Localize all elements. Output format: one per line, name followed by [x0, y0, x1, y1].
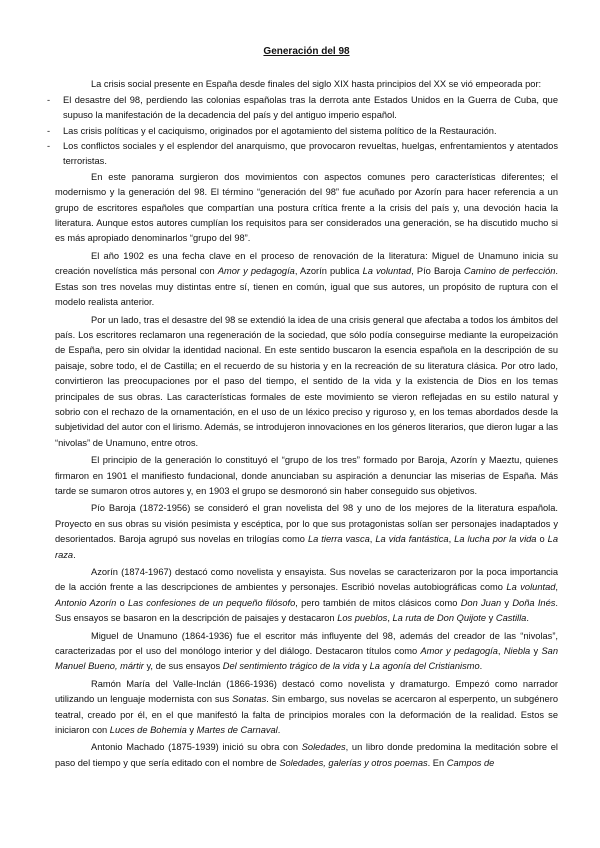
paragraph-text: y — [501, 597, 513, 608]
paragraph — [55, 565, 558, 627]
paragraph — [55, 453, 558, 499]
paragraph-text: . — [479, 661, 483, 672]
paragraph-text: , — [497, 646, 504, 657]
italic-title-text: Doña Inés — [512, 597, 556, 608]
paragraph-text: Miguel de Unamuno (1864-1936) fue el escritor más influyente del 98, además del creador de las “nivolas”, caracterizadas por el uso del monólogo interior y del diálogo. Destacaron títulos como — [55, 630, 558, 657]
italic-title-text: Soledades, galerías y otros poemas — [279, 757, 428, 768]
paragraph-text: El año 1902 es una fecha clave en el proceso de renovación de la literatura: Miguel de Unamuno inicia su creación novelística más personal con — [55, 250, 558, 277]
paragraph-text: . Sin embargo, sus novelas se acercaron al esperpento, un subgénero teatral, creado por él, en el que manifestó la falta de principios morales con la deformación de la realidad. Estos se iniciaron con — [55, 694, 558, 736]
italic-title-text: La tierra vasca — [307, 534, 370, 545]
italic-title-text: Camino de perfección — [463, 266, 556, 277]
intro-paragraph: La crisis social presente en España desde finales del siglo XIX hasta principios del XX se vió empeorada por: — [91, 79, 542, 90]
paragraph-text: Antonio Machado (1875-1939) inició su obra con — [91, 742, 302, 753]
paragraph — [55, 313, 558, 452]
paragraph-text: y — [530, 646, 542, 657]
paragraph-text: , un libro donde predomina la meditación sobre el paso del tiempo y que sería editado con el nombre de — [55, 742, 558, 768]
italic-title-text: La raza — [55, 534, 559, 560]
italic-title-text: La agonía del Cristianismo — [369, 661, 480, 672]
paragraph-text: . — [277, 725, 281, 736]
italic-title-text: Soledades — [301, 742, 346, 753]
list-item: - El desastre del 98, perdiendo las colonias españolas tras la derrota ante Estados Unidos en la Guerra de Cuba, que supuso la manifestación de la decadencia del país y del antiguo imperio español. — [55, 93, 558, 124]
crisis-causes-list — [55, 93, 558, 170]
paragraph-text: , — [448, 534, 455, 545]
italic-title-text: Del sentimiento trágico de la vida — [222, 661, 360, 672]
paragraph-text: . En — [427, 757, 447, 768]
paragraph-text: , — [555, 582, 559, 593]
paragraph — [55, 501, 558, 563]
italic-title-text: Niebla — [503, 646, 531, 657]
italic-title-text: Amor y pedagogía — [420, 646, 498, 657]
paragraph-text: y — [486, 613, 496, 624]
paragraph-text: Por un lado, tras el desastre del 98 se extendió la idea de una crisis general que afectaba a todos los ámbitos del país. Los escritores reclamaron una regeneración de la sociedad, que sólo podía conseguirse mediante la europeización de España, pero sin olvidar la identidad nacional. En este sentido buscaron la esencia española en la descripción de su paisaje, sobre todo, el de Castilla; en el recuerdo de su historia y en la recreación de su literatura clásica. Por otro lado, convirtieron las preocupaciones por el paso del tiempo, el sentido de la vida y la existencia de Dios en los temas principales de sus obras. Las características formales de este movimiento se vieron reflejadas en su estilo natural y sobrio con el rechazo de la ornamentación, en el uso de un léxico preciso y riguroso y, en los temas abordados desde la subjetividad del autor con el lirismo. Además, se introdujeron innovaciones en los géneros literarios, que dieron lugar a las “nivolas” de Unamuno, entre otros. — [55, 314, 558, 448]
italic-title-text: Sonatas — [232, 694, 267, 705]
italic-title-text: La ruta de Don Quijote — [392, 613, 487, 624]
paragraph — [55, 740, 558, 771]
paragraph-text: En este panorama surgieron dos movimientos con aspectos comunes pero características diferentes; el modernismo y la generación del 98. El término “generación del 98” fue acuñado por Azorín para hacer referencia a un grupo de escritores españoles que compartían una postura crítica frente a la crisis del país y, una devoción hacia la literatura. Aunque estos autores cumplían los requisitos para ser considerados una generación, se ha discutido mucho si es más apropiado denominarlos “grupo del 98”. — [55, 171, 558, 244]
italic-title-text: Martes de Carnaval — [196, 725, 278, 736]
paragraph-text: o — [116, 597, 129, 608]
paragraph-text: . Estas son tres novelas muy distintas entre sí, tienen en común, igual que sus autores, un propósito de ruptura con el modelo realista anterior. — [55, 266, 558, 308]
italic-title-text: La lucha por la vida — [454, 534, 537, 545]
paragraph-text: y — [186, 725, 197, 736]
italic-title-text: La vida fantástica — [375, 534, 449, 545]
paragraph-text: o — [536, 534, 548, 545]
paragraph-text: y, de sus ensayos — [143, 661, 223, 672]
italic-title-text: Antonio Azorín — [55, 597, 117, 608]
document-title: Generación del 98 — [263, 46, 350, 57]
italic-title-text: La voluntad — [362, 266, 412, 277]
paragraph-text: . Sus ensayos se basaron en la descripción de paisajes y destacaron — [55, 597, 558, 624]
italic-title-text: La voluntad — [506, 582, 556, 593]
italic-title-text: Luces de Bohemia — [109, 725, 187, 736]
italic-title-text: Castilla — [495, 613, 527, 624]
paragraph-text: Ramón María del Valle-Inclán (1866-1936) destacó como novelista y dramaturgo. Empezó como narrador utilizando un lenguaje modernista con sus — [55, 678, 558, 705]
italic-title-text: Amor y pedagogía — [217, 266, 295, 277]
paragraph-text: y — [359, 661, 370, 672]
list-item: - Las crisis políticas y el caciquismo, originados por el agotamiento del sistema político de la Restauración. — [55, 124, 558, 139]
paragraph — [55, 629, 558, 675]
paragraph-text: El principio de la generación lo constituyó el “grupo de los tres” formado por Baroja, Azorín y Maeztu, quienes firmaron en 1901 el manifiesto fundacional, donde anunciaban su aspiración a denunciar las miserias de España. Más tarde se sumaron otros autores y, en 1903 el grupo se desmoronó sin haber conseguido sus objetivos. — [55, 455, 558, 496]
list-item: - Los conflictos sociales y el esplendor del anarquismo, que provocaron revueltas, huelgas, enfrentamientos y atentados terroristas. — [55, 139, 558, 170]
document-page — [55, 44, 558, 773]
paragraph-text: . — [73, 549, 76, 560]
paragraph-text: , — [387, 613, 393, 624]
italic-title-text: Don Juan — [460, 597, 502, 608]
paragraph-text: , pero también de mitos clásicos como — [295, 597, 461, 608]
italic-title-text: Campos de — [446, 757, 495, 768]
paragraph-text: , — [369, 534, 376, 545]
paragraph — [55, 170, 558, 247]
paragraph-text: . — [526, 613, 529, 624]
body-paragraphs — [55, 170, 558, 771]
paragraph-text: Pío Baroja (1872-1956) se consideró el gran novelista del 98 y uno de los mejores de la literatura española. Proyecto en sus obras su visión pesimista y escéptica, por lo que sus protagonistas solían ser personajes inadaptados y desorientados. Baroja agrupó sus novelas en trilogías como — [55, 503, 558, 545]
paragraph-text: , Azorín publica — [294, 266, 363, 277]
paragraph — [55, 249, 558, 311]
italic-title-text: Los pueblos — [337, 613, 388, 624]
paragraph-text: , Pío Baroja — [411, 266, 464, 277]
paragraph-text: Azorín (1874-1967) destacó como novelista y ensayista. Sus novelas se caracterizaron por la poca importancia de la acción frente a las descripciones de ambientes y personajes. Escribió novelas autobiográficas como — [55, 567, 558, 593]
paragraph — [55, 677, 558, 739]
italic-title-text: San Manuel Bueno, mártir — [55, 646, 558, 672]
italic-title-text: Las confesiones de un pequeño filósofo — [128, 597, 296, 608]
